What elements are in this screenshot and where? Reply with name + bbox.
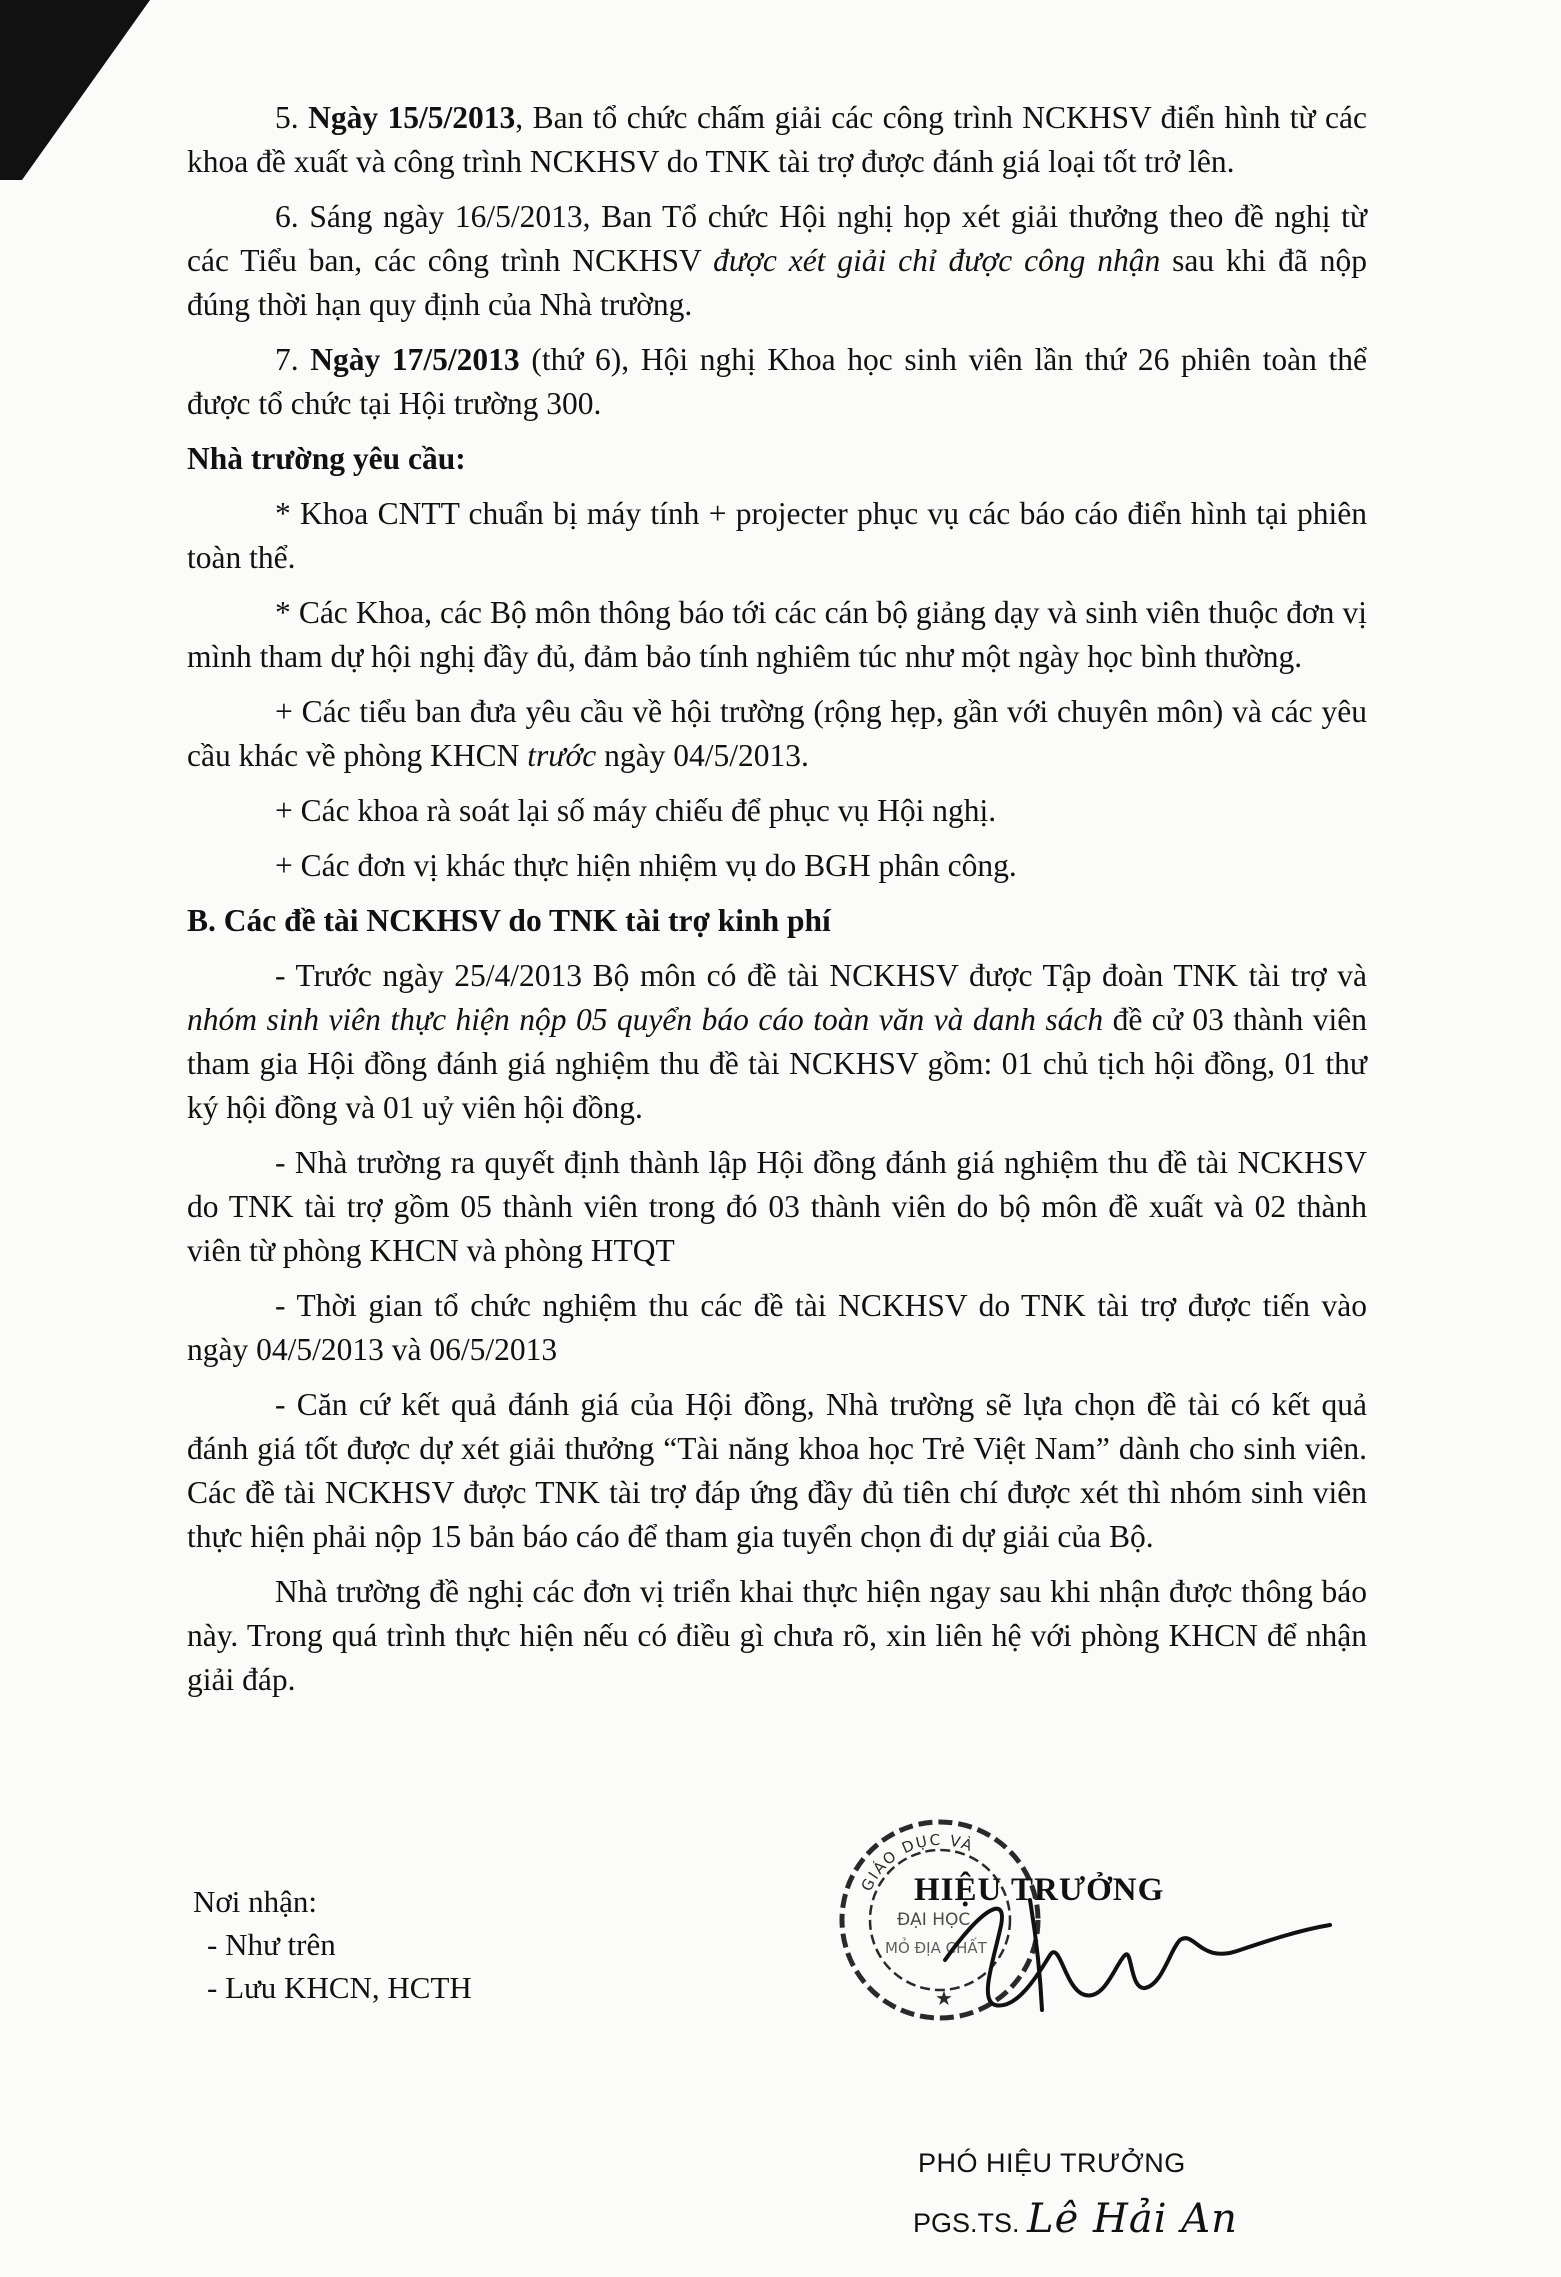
svg-text:★: ★ bbox=[935, 1986, 953, 2010]
document-body bbox=[187, 96, 1367, 1713]
requirement-2: * Các Khoa, các Bộ môn thông báo tới các cán bộ giảng dạy và sinh viên thuộc đơn vị mình tham dự hội nghị đầy đủ, đảm bảo tính nghiêm túc như một ngày học bình thường. bbox=[187, 595, 1367, 674]
section-b-para-3: - Thời gian tổ chức nghiệm thu các đề tài NCKHSV do TNK tài trợ được tiến vào ngày 04/5/2013 và 06/5/2013 bbox=[187, 1288, 1367, 1367]
recipients-block bbox=[193, 1880, 472, 2009]
section-b-para-1: - Trước ngày 25/4/2013 Bộ môn có đề tài NCKHSV được Tập đoàn TNK tài trợ và nhóm sinh viên thực hiện nộp 05 quyển báo cáo toàn văn và danh sách đề cử 03 thành viên tham gia Hội đồng đánh giá nghiệm thu đề tài NCKHSV gồm: 01 chủ tịch hội đồng, 01 thư ký hội đồng và 01 uỷ viên hội đồng. bbox=[187, 958, 1367, 1125]
requirements-heading: Nhà trường yêu cầu: bbox=[187, 441, 466, 476]
vice-rector-title: PHÓ HIỆU TRƯỞNG bbox=[918, 2148, 1186, 2178]
requirement-5: + Các đơn vị khác thực hiện nhiệm vụ do BGH phân công. bbox=[275, 848, 1017, 883]
section-b-para-4: - Căn cứ kết quả đánh giá của Hội đồng, Nhà trường sẽ lựa chọn đề tài có kết quả đánh giá tốt được dự xét giải thưởng “Tài năng khoa học Trẻ Việt Nam” dành cho sinh viên. Các đề tài NCKHSV được TNK tài trợ đáp ứng đầy đủ tiên chí được xét thì nhóm sinh viên thực hiện phải nộp 15 bản báo cáo để tham gia tuyển chọn đi dự giải của Bộ. bbox=[187, 1387, 1367, 1554]
requirement-4: + Các khoa rà soát lại số máy chiếu để phục vụ Hội nghị. bbox=[275, 793, 997, 828]
requirement-3: + Các tiểu ban đưa yêu cầu về hội trường (rộng hẹp, gần với chuyên môn) và các yêu cầu khác về phòng KHCN trước ngày 04/5/2013. bbox=[187, 694, 1367, 773]
corner-mark bbox=[0, 0, 160, 190]
academic-title: PGS.TS. bbox=[913, 2208, 1020, 2238]
section-b-para-2: - Nhà trường ra quyết định thành lập Hội đồng đánh giá nghiệm thu đề tài NCKHSV do TNK tài trợ gồm 05 thành viên trong đó 03 thành viên do bộ môn đề xuất và 02 thành viên từ phòng KHCN và phòng HTQT bbox=[187, 1145, 1367, 1268]
svg-text:GIÁO DỤC VÀ: GIÁO DỤC VÀ bbox=[857, 1830, 977, 1895]
item-6: 6. Sáng ngày 16/5/2013, Ban Tổ chức Hội nghị họp xét giải thưởng theo đề nghị từ các Tiểu ban, các công trình NCKHSV được xét giải chỉ được công nhận sau khi đã nộp đúng thời hạn quy định của Nhà trường. bbox=[187, 199, 1367, 322]
svg-text:ĐẠI HỌC: ĐẠI HỌC bbox=[897, 1910, 971, 1930]
closing-paragraph: Nhà trường đề nghị các đơn vị triển khai thực hiện ngay sau khi nhận được thông báo này. Trong quá trình thực hiện nếu có điều gì chưa rõ, xin liên hệ với phòng KHCN để nhận giải đáp. bbox=[187, 1574, 1367, 1697]
signer-full-name: Lê Hải An bbox=[1027, 2196, 1238, 2242]
requirement-1: * Khoa CNTT chuẩn bị máy tính + projecter phục vụ các báo cáo điển hình tại phiên toàn thể. bbox=[187, 496, 1367, 575]
handwritten-signature bbox=[940, 1870, 1340, 2070]
recipient-item: - Lưu KHCN, HCTH bbox=[207, 1970, 472, 2005]
section-b-heading: B. Các đề tài NCKHSV do TNK tài trợ kinh phí bbox=[187, 903, 831, 938]
item-5: 5. Ngày 15/5/2013, Ban tổ chức chấm giải các công trình NCKHSV điển hình từ các khoa đề xuất và công trình NCKHSV do TNK tài trợ được đánh giá loại tốt trở lên. bbox=[187, 100, 1367, 179]
recipients-label: Nơi nhận: bbox=[193, 1884, 318, 1919]
recipient-item: - Như trên bbox=[207, 1927, 336, 1962]
signature-title: HIỆU TRƯỞNG bbox=[914, 1872, 1165, 1908]
svg-text:MỎ ĐỊA CHẤT: MỎ ĐỊA CHẤT bbox=[885, 1939, 987, 1957]
item-7: 7. Ngày 17/5/2013 (thứ 6), Hội nghị Khoa học sinh viên lần thứ 26 phiên toàn thể được tổ chức tại Hội trường 300. bbox=[187, 342, 1367, 421]
signer-name bbox=[913, 2196, 1238, 2242]
